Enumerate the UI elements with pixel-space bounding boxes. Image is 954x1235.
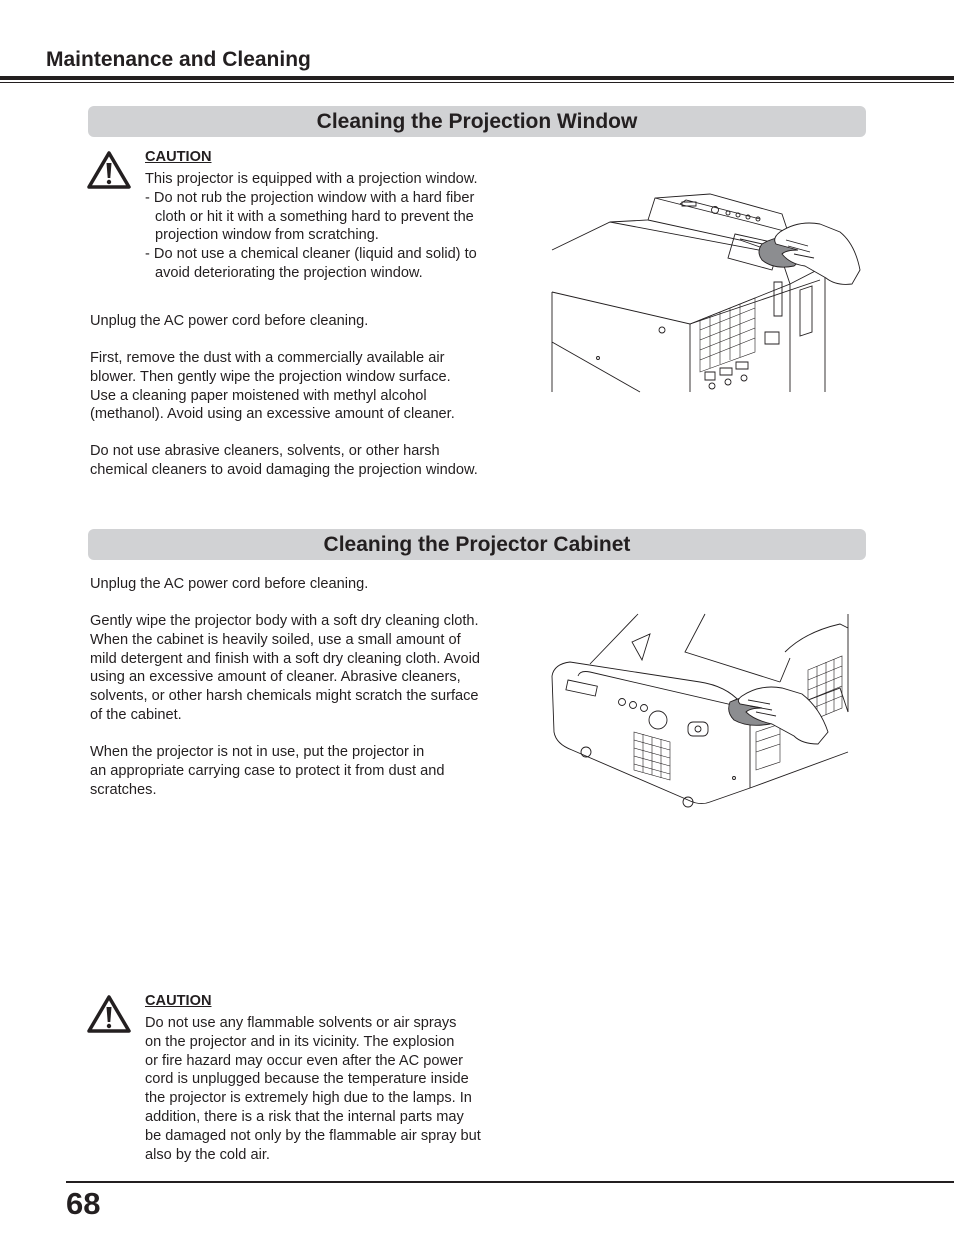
- page-number: 68: [66, 1186, 101, 1221]
- paragraph-no-abrasive: Do not use abrasive cleaners, solvents, or other harsh chemical cleaners to avoid damaging the projection window.: [90, 443, 478, 478]
- paragraph-wipe-body: Gently wipe the projector body with a soft dry cleaning cloth. When the cabinet is heavily soiled, use a small amount of mild detergent and finish with a soft dry cleaning cloth. Avoid using an excessive amount of cleaner. Abrasive cleaners, solvents, or other harsh chemicals might scratch the surface of the cabinet.: [90, 613, 480, 723]
- section-title-projector-cabinet: Cleaning the Projector Cabinet: [88, 529, 866, 560]
- projection-window-cleaning-illustration: [550, 192, 862, 396]
- cabinet-cleaning-illustration: [550, 612, 852, 816]
- caution-item: - Do not rub the projection window with a hard fiber cloth or hit it with a something hard to prevent the projection window from scratching.: [145, 189, 475, 244]
- paragraph-unplug: Unplug the AC power cord before cleaning.: [90, 576, 369, 592]
- footer-rule: [66, 1181, 954, 1183]
- caution-item: - Do not use a chemical cleaner (liquid and solid) to avoid deteriorating the projection window.: [145, 246, 477, 281]
- caution-intro: This projector is equipped with a projection window.: [145, 171, 478, 187]
- page-header-title: Maintenance and Cleaning: [46, 48, 311, 71]
- paragraph-unplug: Unplug the AC power cord before cleaning.: [90, 313, 369, 329]
- header-rule-thin: [0, 82, 954, 83]
- warning-triangle-icon: [86, 994, 132, 1039]
- header-rule: [0, 76, 954, 80]
- caution-label: CAUTION: [145, 149, 212, 165]
- paragraph-dust-removal: First, remove the dust with a commercially available air blower. Then gently wipe the projection window surface. Use a cleaning paper moistened with methyl alcohol (methanol). Avoid using an excessive amount of cleaner.: [90, 350, 455, 423]
- warning-triangle-icon: [86, 150, 132, 195]
- section-title-projection-window: Cleaning the Projection Window: [88, 106, 866, 137]
- caution-block-1: [145, 149, 515, 283]
- caution-text: Do not use any flammable solvents or air sprays on the projector and in its vicinity. The explosion or fire hazard may occur even after the AC power cord is unplugged because the temperature inside the projector is extremely high due to the lamps. In addition, there is a risk that the internal parts may be damaged not only by the flammable air spray but also by the cold air.: [145, 1015, 481, 1163]
- caution-block-2: [145, 993, 515, 1164]
- caution-label: CAUTION: [145, 993, 212, 1009]
- paragraph-carrying-case: When the projector is not in use, put the projector in an appropriate carrying case to protect it from dust and scratches.: [90, 744, 445, 798]
